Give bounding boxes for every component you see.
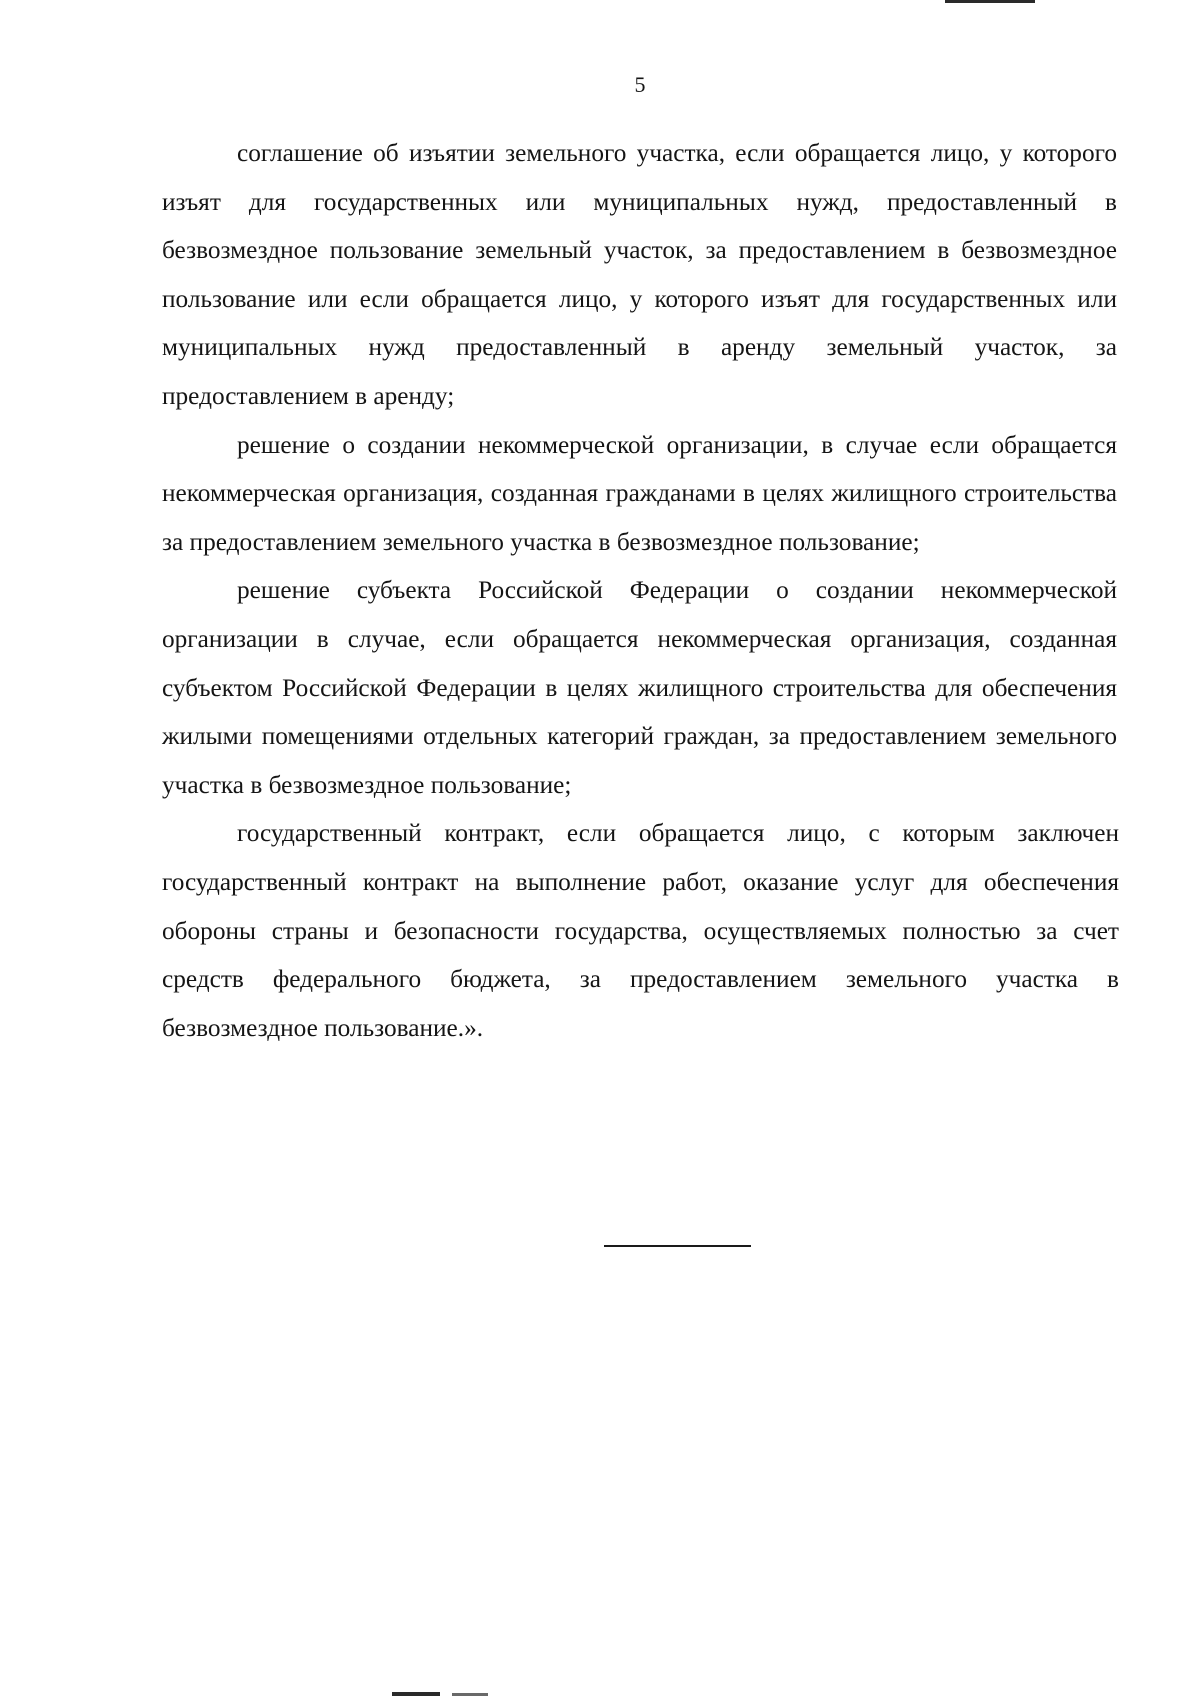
paragraph-state-contract: государственный контракт, если обращается лицо, с которым заключен государственный контракт на выполнение работ, оказание услуг для обеспечения обороны страны и безопасности государства, осуществляемых полностью за счет средств федерального бюджета, за предоставлением земельного участка в безвозмездное пользование.». [162, 819, 1119, 1042]
end-of-text-rule [604, 1245, 751, 1247]
paragraph-land-withdrawal-agreement: соглашение об изъятии земельного участка, если обращается лицо, у которого изъят для государственных или муниципальных нужд, предоставленный в безвозмездное пользование земельный участок, за предоставлением в безвозмездное пользование или если обращается лицо, у которого изъят для государственных или муниципальных нужд предоставленный в аренду земельный участок, за предоставлением в аренду; [162, 139, 1117, 410]
document-body [162, 129, 1117, 1052]
page-number: 5 [634, 72, 646, 97]
paragraph-nonprofit-creation-decision: решение о создании некоммерческой организации, в случае если обращается некоммерческая организация, созданная гражданами в целях жилищного строительства за предоставлением земельного участка в безвозмездное пользование; [162, 430, 1117, 556]
paragraph-regional-nonprofit-decision: решение субъекта Российской Федерации о создании некоммерческой организации в случае, если обращается некоммерческая организация, созданная субъектом Российской Федерации в целях жилищного строительства для обеспечения жилыми помещениями отдельных категорий граждан, за предоставлением земельного участка в безвозмездное пользование; [162, 576, 1117, 799]
scan-artifact-mark [452, 1693, 488, 1696]
scan-artifact-mark [945, 0, 1035, 3]
scan-artifact-mark [392, 1692, 440, 1696]
